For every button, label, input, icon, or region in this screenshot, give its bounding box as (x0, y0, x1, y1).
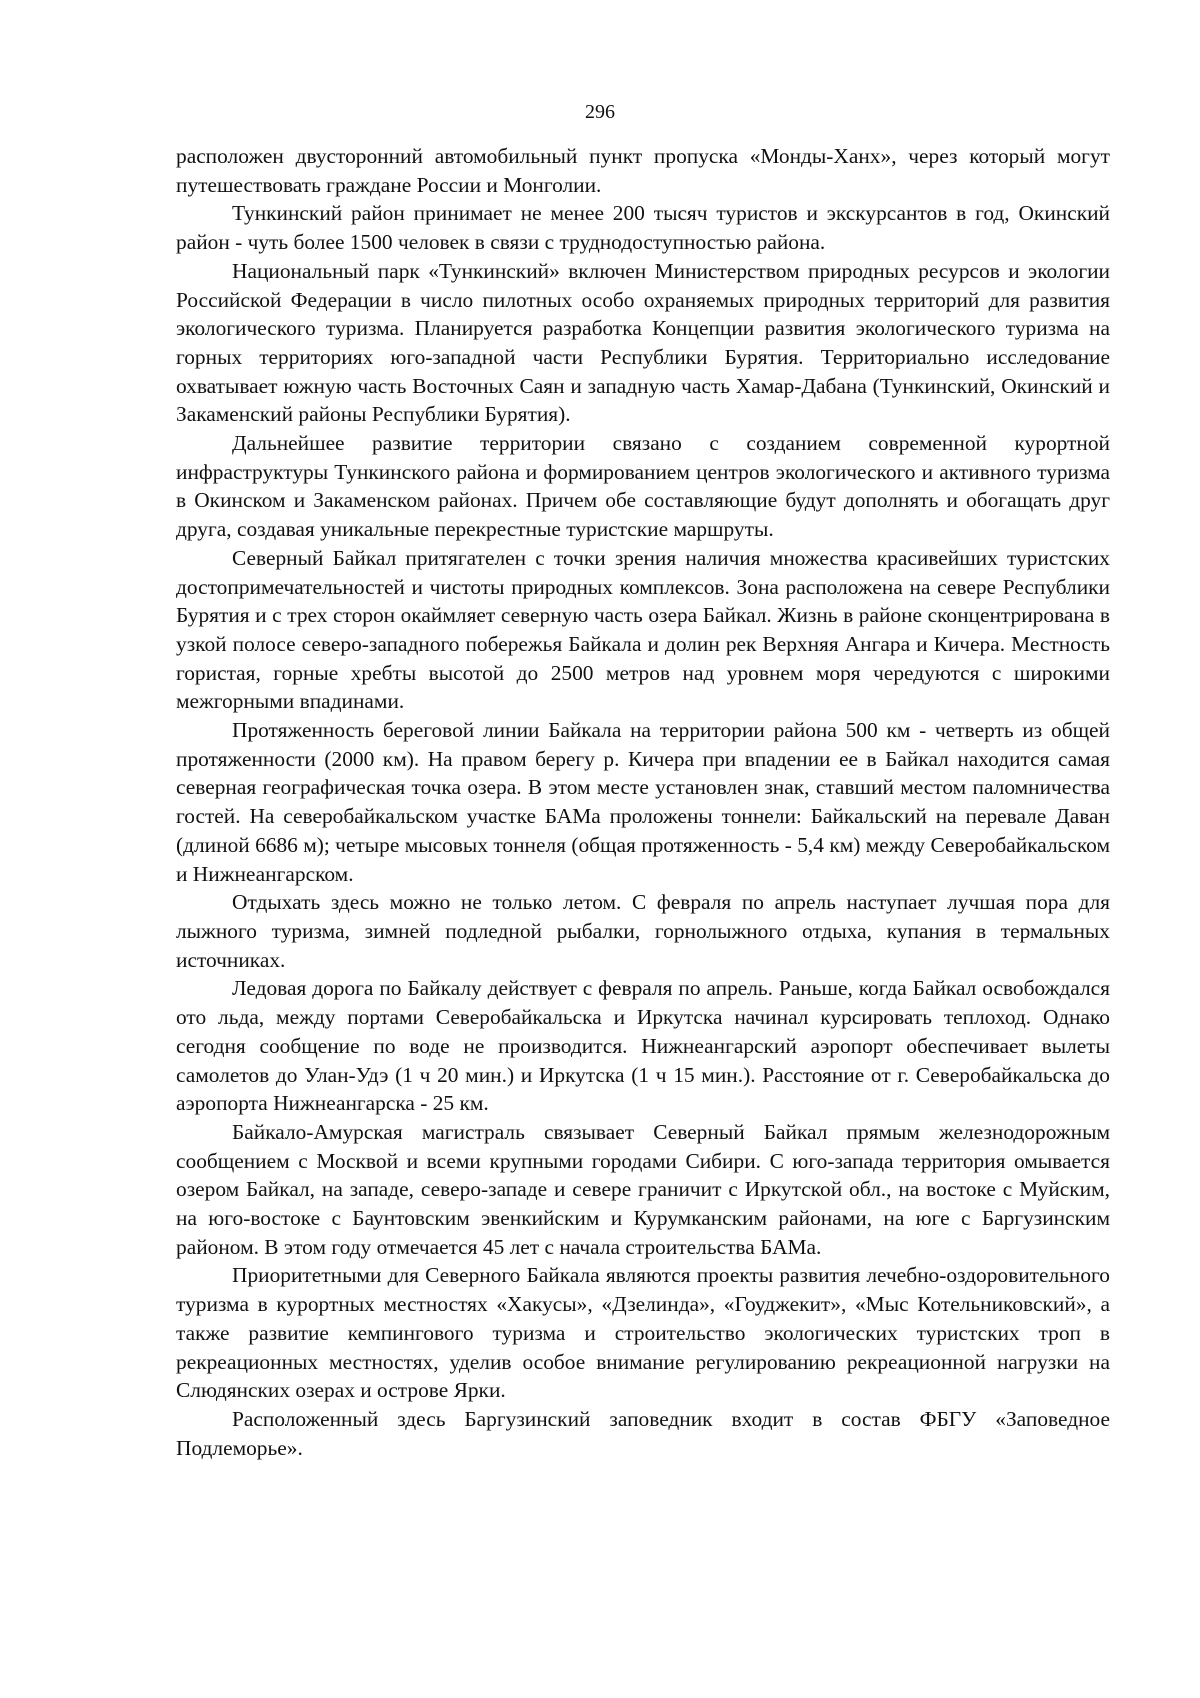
paragraph: Северный Байкал притягателен с точки зрения наличия множества красивейших туристских достопримечательностей и чистоты природных комплексов. Зона расположена на севере Республики Бурятия и с трех сторон окаймляет северную часть озера Байкал. Жизнь в районе сконцентрирована в узкой полосе северо-западного побережья Байкала и долин рек Верхняя Ангара и Кичера. Местность гористая, горные хребты высотой до 2500 метров над уровнем моря чередуются с широкими межгорными впадинами. (176, 545, 1110, 714)
paragraph: Расположенный здесь Баргузинский заповедник входит в состав ФБГУ «Заповедное Подлеморье». (176, 1406, 1110, 1460)
paragraph: Байкало-Амурская магистраль связывает Северный Байкал прямым железнодорожным сообщением с Москвой и всеми крупными городами Сибири. С юго-запада территория омывается озером Байкал, на западе, северо-западе и севере граничит с Иркутской обл., на востоке с Муйским, на юго-востоке с Баунтовским эвенкийским и Курумканским районами, на юге с Баргузинским районом. В этом году отмечается 45 лет с начала строительства БАМа. (176, 1119, 1110, 1259)
paragraph-continuation: расположен двусторонний автомобильный пункт пропуска «Монды-Ханх», через который могут путешествовать граждане России и Монголии. (176, 144, 1110, 197)
page-number: 296 (585, 101, 615, 123)
paragraph: Ледовая дорога по Байкалу действует с февраля по апрель. Раньше, когда Байкал освобождался ото льда, между портами Северобайкальска и Иркутска начинал курсировать теплоход. Однако сегодня сообщение по воде не производится. Нижнеангарский аэропорт обеспечивает вылеты самолетов до Улан-Удэ (1 ч 20 мин.) и Иркутска (1 ч 15 мин.). Расстояние от г. Северобайкальска до аэропорта Нижнеангарска - 25 км. (176, 976, 1110, 1116)
paragraph: Протяженность береговой линии Байкала на территории района 500 км - четверть из общей протяженности (2000 км). На правом берегу р. Кичера при впадении ее в Байкал находится самая северная географическая точка озера. В этом месте установлен знак, ставший местом паломничества гостей. На северобайкальском участке БАМа проложены тоннели: Байкальский на перевале Даван (длиной 6686 м); четыре мысовых тоннеля (общая протяженность - 5,4 км) между Северобайкальском и Нижнеангарском. (176, 718, 1110, 886)
paragraph: Тункинский район принимает не менее 200 тысяч туристов и экскурсантов в год, Окинский район - чуть более 1500 человек в связи с труднодоступностью района. (176, 201, 1110, 255)
paragraph: Дальнейшее развитие территории связано с созданием современной курортной инфраструктуры Тункинского района и формированием центров экологического и активного туризма в Окинском и Закаменском районах. Причем обе составляющие будут дополнять и обогащать друг друга, создавая уникальные перекрестные туристские маршруты. (176, 431, 1110, 542)
paragraph: Национальный парк «Тункинский» включен Министерством природных ресурсов и экологии Российской Федерации в число пилотных особо охраняемых природных территорий для развития экологического туризма. Планируется разработка Концепции развития экологического туризма на горных территориях юго-западной части Республики Бурятия. Территориально исследование охватывает южную часть Восточных Саян и западную часть Хамар-Дабана (Тункинский, Окинский и Закаменский районы Республики Бурятия). (176, 258, 1110, 427)
document-body (176, 142, 1110, 1462)
paragraph: Приоритетными для Северного Байкала являются проекты развития лечебно-оздоровительного туризма в курортных местностях «Хакусы», «Дзелинда», «Гоуджекит», «Мыс Котельниковский», а также развитие кемпингового туризма и строительство экологических туристских троп в рекреационных местностях, уделив особое внимание регулированию рекреационной нагрузки на Слюдянских озерах и острове Ярки. (176, 1263, 1110, 1403)
paragraph: Отдыхать здесь можно не только летом. С февраля по апрель наступает лучшая пора для лыжного туризма, зимней подледной рыбалки, горнолыжного отдыха, купания в термальных источниках. (176, 890, 1110, 972)
